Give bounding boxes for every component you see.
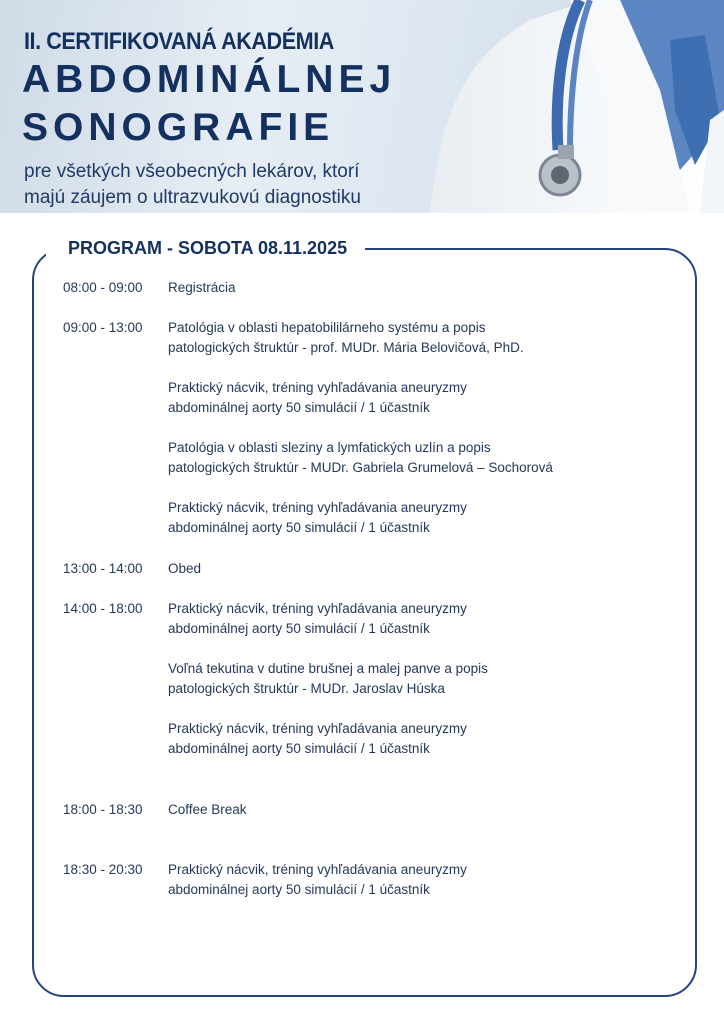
description-line: Coffee Break xyxy=(168,802,247,817)
description-line: Registrácia xyxy=(168,280,236,295)
description-line: Praktický nácvik, tréning vyhľadávania aneuryzmy xyxy=(168,862,467,877)
description-line: Obed xyxy=(168,561,202,576)
program-title: PROGRAM - SOBOTA 08.11.2025 xyxy=(46,234,365,262)
description-line: Patológia v oblasti hepatobililárneho systému a popis xyxy=(168,320,486,335)
item-description xyxy=(168,659,628,699)
hero-banner xyxy=(0,0,724,213)
description-line: Praktický nácvik, tréning vyhľadávania aneuryzmy xyxy=(168,500,467,515)
description-line: Praktický nácvik, tréning vyhľadávania aneuryzmy xyxy=(168,721,467,736)
description-line: Voľná tekutina v dutine brušnej a malej panve a popis xyxy=(168,661,488,676)
item-time: 14:00 - 18:00 xyxy=(63,601,143,616)
heading-line1: II. CERTIFIKOVANÁ AKADÉMIA xyxy=(24,28,334,55)
item-time: 13:00 - 14:00 xyxy=(63,561,143,576)
description-line: patologických štruktúr - MUDr. Gabriela Grumelová – Sochorová xyxy=(168,460,553,475)
description-line: abdominálnej aorty 50 simulácií / 1 účastník xyxy=(168,741,430,756)
item-time: 08:00 - 09:00 xyxy=(63,280,143,295)
item-time: 18:00 - 18:30 xyxy=(63,802,143,817)
heading-line2: ABDOMINÁLNEJ xyxy=(22,58,397,101)
description-line: abdominálnej aorty 50 simulácií / 1 účastník xyxy=(168,400,430,415)
description-line: patologických štruktúr - MUDr. Jaroslav Húska xyxy=(168,681,445,696)
description-line: patologických štruktúr - prof. MUDr. Mária Belovičová, PhD. xyxy=(168,340,524,355)
description-line: Praktický nácvik, tréning vyhľadávania aneuryzmy xyxy=(168,380,467,395)
subtitle xyxy=(24,159,361,211)
doctor-photo xyxy=(420,0,724,213)
item-description xyxy=(168,498,628,538)
description-line: abdominálnej aorty 50 simulácií / 1 účastník xyxy=(168,621,430,636)
description-line: Praktický nácvik, tréning vyhľadávania aneuryzmy xyxy=(168,601,467,616)
item-description xyxy=(168,559,628,579)
item-description xyxy=(168,438,628,478)
item-description xyxy=(168,800,628,820)
item-time: 18:30 - 20:30 xyxy=(63,862,143,877)
heading-line3: SONOGRAFIE xyxy=(22,106,335,149)
subtitle-line: majú záujem o ultrazvukovú diagnostiku xyxy=(24,187,361,208)
item-description xyxy=(168,318,628,358)
item-description xyxy=(168,278,628,298)
item-description xyxy=(168,719,628,759)
item-description xyxy=(168,599,628,639)
item-time: 09:00 - 13:00 xyxy=(63,320,143,335)
description-line: abdominálnej aorty 50 simulácií / 1 účastník xyxy=(168,882,430,897)
subtitle-line: pre všetkých všeobecných lekárov, ktorí xyxy=(24,161,360,182)
item-description xyxy=(168,378,628,418)
item-description xyxy=(168,860,628,900)
description-line: abdominálnej aorty 50 simulácií / 1 účastník xyxy=(168,520,430,535)
description-line: Patológia v oblasti sleziny a lymfatických uzlín a popis xyxy=(168,440,491,455)
